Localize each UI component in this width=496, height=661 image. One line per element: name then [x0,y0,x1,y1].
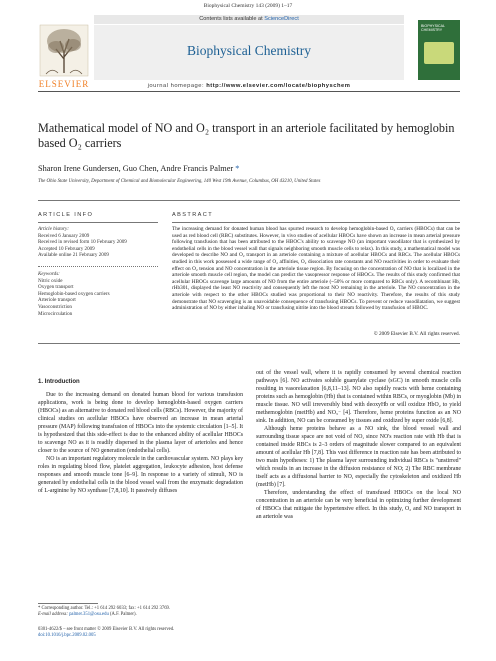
cover-art-icon [424,42,454,64]
intro-paragraph: Although heme proteins behave as a NO sink, the blood vessel wall and surrounding tissue space are not void of NO, since NO's reaction rate with Hb that is contained inside RBCs is 2–3 orders of magnitude slower compared to an equivalent amount of acellular Hb [7,8]. This vast difference in reaction rate has been attributed to two main hypotheses: 1) The plasma layer surrounding individual RBCs is "unstirred" which results in an increase in the diffusion resistance of NO; 2) The RBC membrane itself acts as a diffusional barrier to NO, especially the cytoskeleton and oxidized Hb (metHb) [7]. [256,426,461,488]
masthead-center [94,15,404,88]
cover-title: BIOPHYSICAL CHEMISTRY [421,24,445,32]
front-matter-notice: 0301-4622/$ – see front matter © 2009 Elsevier B.V. All rights reserved. [38,627,175,632]
sciencedirect-link[interactable]: ScienceDirect [264,16,299,22]
journal-cover-image [418,20,460,80]
history-item: Accepted 10 February 2009 [38,245,95,252]
footnote-contact: * Corresponding author. Tel.: +1 614 292 6033; fax: +1 614 292 3769. [38,606,171,611]
journal-masthead [38,15,460,88]
keywords-list [38,271,158,317]
email-link[interactable]: palmer.351@osu.edu [69,612,109,617]
running-head: Biophysical Chemistry 143 (2009) 1–17 [203,3,293,9]
article-authors [38,164,239,173]
article-info-heading: ARTICLE INFO [38,212,94,218]
corresponding-author-link[interactable]: * [235,164,240,173]
abstract-copyright: © 2009 Elsevier B.V. All rights reserved. [373,331,460,337]
homepage-prefix: journal homepage: [147,83,207,89]
contents-prefix: Contents lists available at [199,16,265,22]
keyword: Vasoconstriction [38,303,72,310]
corresponding-author-footnote [38,606,243,618]
journal-title: Biophysical Chemistry [186,43,312,58]
footnote-rule [38,603,98,604]
intro-paragraph: NO is an important regulatory molecule in the cardiovascular system. NO plays key roles in regulating blood flow, platelet aggregation, leukocyte adhesion, host defense responses and smooth muscle tone [6–9]. In response to a variety of stimuli, NO is generated by endothelial cells in the blood vessel wall from the enzymatic degradation of L-arginine by NO synthase [7,8,10]. It passively diffuses [38,456,243,494]
email-suffix: (A.F. Palmer). [108,612,137,617]
article-title: Mathematical model of NO and O₂ transport in an arteriole facilitated by hemoglobin based O₂ carriers [38,121,455,150]
homepage-url-link[interactable]: http://www.elsevier.com/locate/biophyschem [206,83,351,89]
history-label: Article history: [38,226,69,232]
article-info-rule [38,222,158,223]
history-item: Received in revised form 10 February 2009 [38,239,127,246]
intro-paragraph: Due to the increasing demand on donated human blood for various transfusion applications, work is being done to develop hemoglobin-based oxygen carriers (HBOCs) as an alternative to donated red blood cells (RBCs). However, the majority of clinical studies on acellular HBOCs have observed an increase in mean arterial pressure (MAP) following transfusion of HBOCs into the systemic circulation [1–5]. It is hypothesized that this side-effect is due to the enhanced ability of acellular HBOCs to scavenge NO as it is readily dispersed in the plasma layer of arterioles and hence closer to the source of NO generation (endothelial cells). [38,392,243,454]
abstract-text: The increasing demand for donated human blood has spurred research to develop hemoglobin-based O₂ carriers (HBOCs) that can be used as red blood cell (RBC) substitutes. However, in vivo studies of acellular HBOCs have shown an increase in mean arterial pressure following transfusion that has been attributed to the HBOC's ability to scavenge NO (an important vasodilator that is synthesized by endothelial cells in the blood vessel wall that signals neighboring smooth muscle cells to relax). In this study, a mathematical model was developed to describe NO and O₂ transport in an arteriole containing a mixture of acellular HBOCs and RBCs. The acellular HBOCs studied in this work possessed a wide range of O₂ affinities, O₂ dissociation rate constants and NO reactivities in order to evaluate their effect on O₂ tension and NO concentration in the arteriole tissue region. By focusing on the concentration of NO that is localized in the arteriole smooth muscle cell region, the model can predict the vasopressor response of HBOCs. The results of this study confirmed that acellular HBOCs scavenge large amounts of NO from the entire arteriole (~50% or more compared to RBCs only). A recombinant Hb, rHb301, displayed the least NO reactivity and consequently left the most NO remaining in the arteriole. The NO concentration in the arteriole with respect to the other HBOCs studied was proportional to their NO reactivity. Therefore, the results of this study demonstrate that NO scavenging is an unavoidable consequence of transfusing HBOCs. To prevent or reduce vasodilatation, we suggest administration of NO by either inhaling NO or transfusing nitrite into the blood stream followed by transfusion of HBOC. [172,226,460,312]
body-column-right [256,369,461,521]
masthead-rule [38,91,460,92]
keyword: Arteriole transport [38,297,76,304]
keyword: Oxygen transport [38,284,74,291]
keywords-divider [38,266,158,267]
doi-link[interactable]: doi:10.1016/j.bpc.2009.02.005 [38,633,96,638]
article-history [38,226,158,259]
footnote-email-line [38,612,243,618]
publisher-name: ELSEVIER [38,79,90,89]
keyword: Microcirculation [38,310,73,317]
keyword: Nitric oxide [38,277,63,284]
keywords-label: Keywords: [38,271,60,277]
keyword: Hemoglobin-based oxygen carriers [38,290,110,297]
history-item: Available online 21 February 2009 [38,252,109,259]
email-label: E-mail address: [38,612,70,617]
introduction-heading: 1. Introduction [38,379,80,385]
history-item: Received 6 January 2009 [38,232,90,239]
intro-paragraph: out of the vessel wall, where it is rapidly consumed by several chemical reaction pathways [6]. NO activates soluble guanylate cyclase (sGC) in smooth muscle cells resulting in vasorelaxation [6,8,11–13]. NO also rapidly reacts with heme containing proteins such as hemoglobin (Hb) that is contained within RBCs, or myoglobin (Mb) in muscle tissue. NO will irreversibly bind with deoxyHb or will oxidize HbO₂ to yield methemoglobin (metHb) and NO₃⁻ [4]. Therefore, heme proteins function as an NO sink. In addition, NO can be consumed by tissues and oxidized by super oxide [6,8]. [256,370,461,424]
abstract-rule [172,222,460,223]
issn-block [38,627,243,639]
abstract-end-rule [38,343,460,344]
abstract-heading: ABSTRACT [172,212,214,218]
author-affiliation: The Ohio State University, Department of Chemical and Biomolecular Engineering, 140 West 19th Avenue, Columbus, OH 43210, United States [38,179,321,184]
front-matter-rule [38,200,460,201]
body-column-left [38,391,243,495]
journal-homepage [94,83,404,89]
intro-paragraph: Therefore, understanding the effect of transfused HBOCs on the local NO concentration in an arteriole can be very beneficial in optimizing further development of HBOCs that mitigate the hypertensive effect. In this study, O₂ and NO transport in an arteriole was [256,490,461,520]
elsevier-tree-logo-icon [38,23,90,78]
contents-line [94,15,404,24]
author-names: Sharon Irene Gundersen, Guo Chen, Andre Francis Palmer [38,164,234,173]
